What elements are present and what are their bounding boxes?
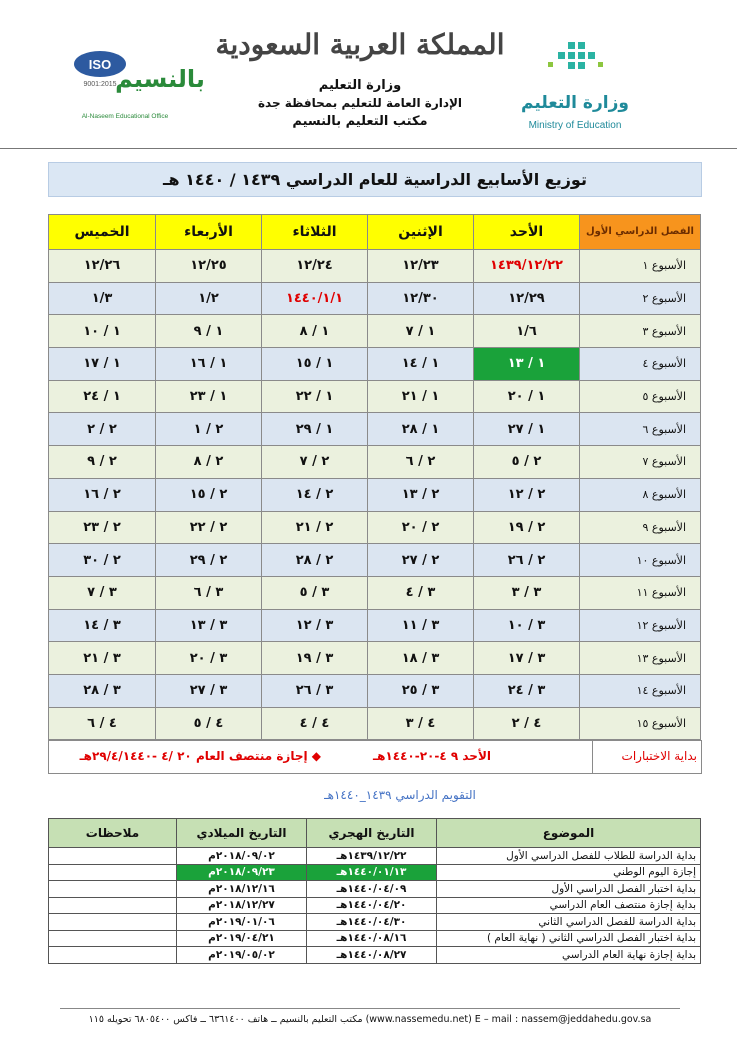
day-cell: ٣ / ٢٨ [49,674,156,707]
week-row [49,609,701,642]
day-cell: ١/٢ [156,282,262,315]
day-cell: ١ / ١٧ [49,348,156,381]
week-row [49,642,701,675]
day-cell: ٢ / ١ [156,413,262,446]
day-cell: ١ / ٢٢ [262,380,368,413]
week-label: الأسبوع ١٣ [580,642,701,675]
week-row [49,544,701,577]
day-cell: ١ / ٢٧ [474,413,580,446]
day-cell: ٢ / ١٦ [49,478,156,511]
day-cell: ١٢/٢٤ [262,250,368,283]
day-cell: ٣ / ٢١ [49,642,156,675]
office-line: مكتب التعليم بالنسيم [292,114,428,129]
week-row [49,380,701,413]
day-cell: ١ / ١٤ [368,348,474,381]
week-label: الأسبوع ٨ [580,478,701,511]
ministry-arabic-text: وزارة التعليم [521,93,629,113]
day-cell: ٢ / ١٤ [262,478,368,511]
day-cell: ١ / ٢٤ [49,380,156,413]
weeks-header-row [49,215,701,250]
event-topic: بداية الدراسة للطلاب للفصل الدراسي الأول [437,848,701,865]
day-cell: ٣ / ٢٤ [474,674,580,707]
day-cell: ٣ / ١١ [368,609,474,642]
event-hijri-date: ١٤٣٩/١٢/٢٢هـ [307,848,437,865]
week-row [49,576,701,609]
event-row [49,881,701,898]
exam-start-date: الأحد ٩ ٤-٢٠-١٤٤٠هـ [373,749,491,763]
academic-calendar-title: التقويم الدراسي ١٤٣٩_١٤٤٠هـ [324,788,476,802]
day-cell: ٤ / ٤ [262,707,368,740]
day-cell: ١ / ٢٣ [156,380,262,413]
event-hijri-date: ١٤٤٠/٠٨/٢٧هـ [307,947,437,964]
event-hijri-date-highlighted: ١٤٤٠/٠١/١٣هـ [307,864,437,881]
kingdom-seal-title: المملكة العربية السعودية [215,28,505,61]
event-row [49,947,701,964]
event-topic: إجازة اليوم الوطني [437,864,701,881]
event-notes [49,881,177,898]
event-row [49,848,701,865]
day-cell: ٣ / ١٢ [262,609,368,642]
day-header-monday: الإثنين [368,215,474,250]
day-cell: ٢ / ١٥ [156,478,262,511]
day-cell: ١ / ٢١ [368,380,474,413]
ministry-line: وزارة التعليم [318,78,402,93]
day-cell: ١ / ٢٩ [262,413,368,446]
page-title: توزيع الأسابيع الدراسية للعام الدراسي ١٤٣٩ / ١٤٤٠ هـ [48,162,702,197]
day-cell: ١٢/٢٣ [368,250,474,283]
event-notes [49,864,177,881]
event-gregorian-date: ٢٠١٨/١٢/٢٧م [177,897,307,914]
day-cell: ٣ / ١٣ [156,609,262,642]
day-cell: ٢ / ١٢ [474,478,580,511]
day-cell: ٣ / ١٧ [474,642,580,675]
day-cell: ٣ / ٣ [474,576,580,609]
day-cell: ٢ / ٥ [474,446,580,479]
event-gregorian-date: ٢٠١٩/٠٤/٢١م [177,930,307,947]
event-row [49,897,701,914]
semester-header: الفصل الدراسي الأول [580,215,701,250]
day-cell: ٢ / ١٩ [474,511,580,544]
day-cell: ٢ / ٧ [262,446,368,479]
event-row [49,864,701,881]
day-header-wednesday: الأربعاء [156,215,262,250]
academic-events-table [48,818,701,964]
event-notes [49,914,177,931]
day-cell: ١٢/٣٠ [368,282,474,315]
week-label: الأسبوع ١٥ [580,707,701,740]
day-cell: ٢ / ٩ [49,446,156,479]
event-row [49,930,701,947]
week-label: الأسبوع ١ [580,250,701,283]
day-cell: ١٤٤٠/١/١ [262,282,368,315]
week-label: الأسبوع ١٠ [580,544,701,577]
day-cell: ٤ / ٣ [368,707,474,740]
event-row [49,914,701,931]
day-cell: ١ / ٨ [262,315,368,348]
day-cell: ٢ / ٢١ [262,511,368,544]
ministry-logo-icon [520,40,630,135]
day-cell: ١ / ١٠ [49,315,156,348]
event-notes [49,848,177,865]
iso-text: ISO [88,57,112,72]
day-cell: ٢ / ٢٩ [156,544,262,577]
day-cell: ٢ / ٢٦ [474,544,580,577]
day-cell: ١/٣ [49,282,156,315]
weeks-distribution-table [48,214,701,740]
exam-row-divider [592,741,593,773]
day-cell: ٣ / ٤ [368,576,474,609]
footer-contact: مكتب التعليم بالنسيم ــ هاتف ٦٣٦١٤٠٠ ــ فاكس ٦٨٠٥٤٠٠ تحويله ١١٥ (www.nassemedu.net) E – mail : nassem@jeddahedu.gov.sa [88,1014,652,1025]
week-label: الأسبوع ١٢ [580,609,701,642]
event-notes [49,930,177,947]
week-row [49,446,701,479]
day-cell: ٣ / ٢٧ [156,674,262,707]
event-notes [49,897,177,914]
event-notes [49,947,177,964]
day-cell: ٣ / ٥ [262,576,368,609]
day-cell: ٢ / ٢٠ [368,511,474,544]
event-hijri-date: ١٤٤٠/٠٤/٣٠هـ [307,914,437,931]
footer-divider [60,1008,680,1009]
event-topic: بداية اختبار الفصل الدراسي الثاني ( نهاية العام ) [437,930,701,947]
event-hijri-date: ١٤٤٠/٠٤/٠٩هـ [307,881,437,898]
day-cell: ١٢/٢٦ [49,250,156,283]
day-cell: ٤ / ٥ [156,707,262,740]
day-cell: ٣ / ١٨ [368,642,474,675]
week-label: الأسبوع ٤ [580,348,701,381]
day-cell: ١ / ٧ [368,315,474,348]
week-row [49,282,701,315]
naseem-english-text: Al-Naseem Educational Office [81,113,169,120]
day-cell: ٣ / ٢٦ [262,674,368,707]
day-header-tuesday: الثلاثاء [262,215,368,250]
event-hijri-date: ١٤٤٠/٠٨/١٦هـ [307,930,437,947]
day-cell: ٣ / ٧ [49,576,156,609]
day-cell: ٢ / ٢٢ [156,511,262,544]
day-cell: ١٢/٢٥ [156,250,262,283]
day-cell: ٣ / ١٤ [49,609,156,642]
day-cell: ١ / ١٥ [262,348,368,381]
gregorian-date-header: التاريخ الميلادي [177,819,307,848]
week-label: الأسبوع ٢ [580,282,701,315]
week-label: الأسبوع ٧ [580,446,701,479]
header-divider [0,148,737,149]
day-cell: ١ / ٢٨ [368,413,474,446]
event-gregorian-date: ٢٠١٨/٠٩/٠٢م [177,848,307,865]
day-cell: ٤ / ٢ [474,707,580,740]
day-cell: ٢ / ٣٠ [49,544,156,577]
week-row [49,478,701,511]
week-row [49,511,701,544]
day-header-thursday: الخميس [49,215,156,250]
event-topic: بداية إجازة نهاية العام الدراسي [437,947,701,964]
day-cell: ٣ / ١٩ [262,642,368,675]
event-gregorian-date: ٢٠١٩/٠٥/٠٢م [177,947,307,964]
naseem-arabic-text: بالنسيم [115,65,205,93]
event-topic: بداية الدراسة للفصل الدراسي الثاني [437,914,701,931]
day-cell: ٢ / ٦ [368,446,474,479]
day-cell: ٣ / ١٠ [474,609,580,642]
mid-year-break-text: ◆ إجازة منتصف العام ٢٠ /٤ -٢٩/٤/١٤٤٠هـ [79,749,321,763]
event-hijri-date: ١٤٤٠/٠٤/٢٠هـ [307,897,437,914]
event-gregorian-date: ٢٠١٩/٠١/٠٦م [177,914,307,931]
directorate-line: الإدارة العامة للتعليم بمحافظة جدة [257,96,463,110]
day-cell: ١ / ١٦ [156,348,262,381]
week-label: الأسبوع ٥ [580,380,701,413]
event-gregorian-date: ٢٠١٨/١٢/١٦م [177,881,307,898]
hijri-date-header: التاريخ الهجري [307,819,437,848]
day-cell: ١ / ٢٠ [474,380,580,413]
exam-start-label: بداية الاختبارات [621,749,697,763]
week-row [49,250,701,283]
week-label: الأسبوع ١٤ [580,674,701,707]
week-label: الأسبوع ٦ [580,413,701,446]
topic-header: الموضوع [437,819,701,848]
event-topic: بداية اختبار الفصل الدراسي الأول [437,881,701,898]
naseem-logo-icon [60,42,205,130]
day-cell: ٣ / ٢٥ [368,674,474,707]
day-header-sunday: الأحد [474,215,580,250]
event-topic: بداية إجازة منتصف العام الدراسي [437,897,701,914]
day-cell: ٢ / ٢ [49,413,156,446]
iso-number-text: 9001:2015 [83,81,117,88]
week-label: الأسبوع ١١ [580,576,701,609]
day-cell: ٢ / ٢٣ [49,511,156,544]
exam-break-row [48,740,702,774]
week-row [49,348,701,381]
day-cell: ٢ / ٢٧ [368,544,474,577]
day-cell: ١ / ٩ [156,315,262,348]
day-cell: ٣ / ٦ [156,576,262,609]
day-cell: ٢ / ٢٨ [262,544,368,577]
day-cell: ١٤٣٩/١٢/٢٢ [474,250,580,283]
ministry-english-text: Ministry of Education [528,120,622,131]
day-cell: ٢ / ١٣ [368,478,474,511]
ministry-of-education-logo [520,40,630,135]
event-gregorian-date-highlighted: ٢٠١٨/٠٩/٢٣م [177,864,307,881]
notes-header: ملاحظات [49,819,177,848]
day-cell: ٣ / ٢٠ [156,642,262,675]
naseem-office-logo [60,42,205,130]
day-cell: ١/٦ [474,315,580,348]
day-cell: ٢ / ٨ [156,446,262,479]
week-label: الأسبوع ٩ [580,511,701,544]
day-cell: ٤ / ٦ [49,707,156,740]
week-row [49,315,701,348]
events-header-row [49,819,701,848]
week-row [49,413,701,446]
day-cell-highlighted: ١ / ١٣ [474,348,580,381]
day-cell: ١٢/٢٩ [474,282,580,315]
week-row [49,674,701,707]
week-label: الأسبوع ٣ [580,315,701,348]
week-row [49,707,701,740]
